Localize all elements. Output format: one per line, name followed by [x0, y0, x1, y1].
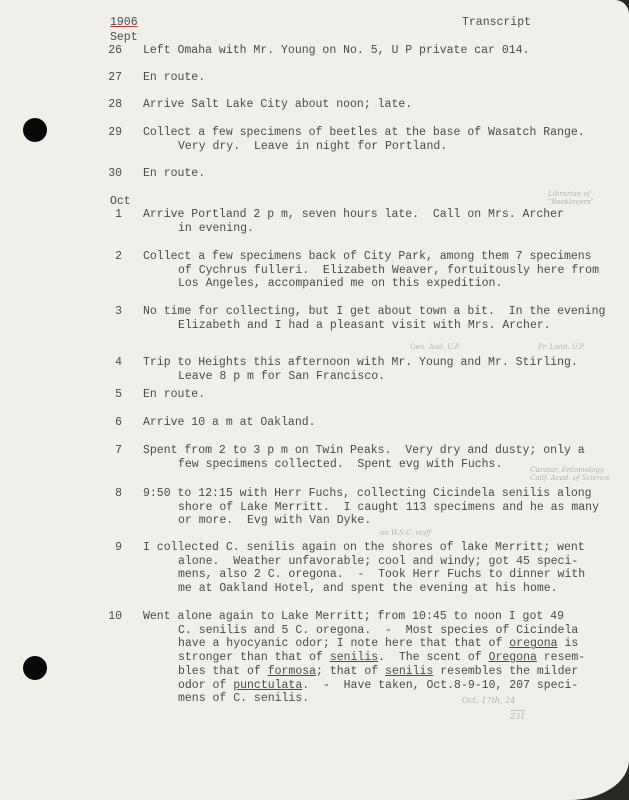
entry-day: 6 [115, 416, 122, 429]
entry-line: of Cychrus fulleri. Elizabeth Weaver, fortuitously here from [178, 263, 599, 277]
document-title: Transcript [462, 16, 532, 29]
pencil-note-staff: on W.S.C. staff [380, 529, 432, 537]
entry-line [178, 679, 578, 693]
month-label-oct: Oct [110, 195, 131, 208]
entry-line: Spent from 2 to 3 p m on Twin Peaks. Very dry and dusty; only a [143, 444, 585, 457]
entry-line: or more. Evg with Van Dyke. [178, 514, 372, 528]
entry-line: Leave 8 p m for San Francisco. [178, 369, 386, 383]
underlined-term: punctulata [233, 678, 303, 692]
entry-line: shore of Lake Merritt. I caught 113 specimens and he as many [178, 500, 599, 514]
entry-day: 3 [115, 305, 122, 318]
pencil-note-date: Oct. 17th, 24 [462, 696, 516, 705]
text-segment: odor of [178, 678, 234, 692]
entry-line: me at Oakland Hotel, and spent the evening at his home. [178, 582, 558, 596]
entry-line: 9:50 to 12:15 with Herr Fuchs, collecting Cicindela senilis along [143, 487, 592, 500]
entry-day: 8 [115, 487, 122, 500]
entry-line: Arrive Portland 2 p m, seven hours late. Call on Mrs. Archer [143, 208, 564, 221]
text-segment: resembles the milder [433, 664, 579, 678]
entry-line [143, 610, 564, 624]
text-segment: is [557, 637, 579, 651]
text-segment: . - Have taken, Oct.8-9-10, 207 speci- [302, 678, 579, 692]
entry-day: 4 [115, 356, 122, 369]
entry-day: 2 [115, 250, 122, 263]
underlined-term: senilis [329, 651, 379, 665]
pencil-note-total: 231 [510, 712, 526, 721]
entry-line: I collected C. senilis again on the shores of lake Merritt; went [143, 541, 585, 554]
entry-line: Trip to Heights this afternoon with Mr. Young and Mr. Stirling. [143, 356, 578, 369]
entry-day: 26 [108, 44, 122, 57]
text-segment: bles that of [178, 664, 268, 678]
entry-line [178, 651, 585, 665]
entry-line: Arrive Salt Lake City about noon; late. [143, 98, 413, 111]
entry-line: Collect a few specimens of beetles at the base of Wasatch Range. [143, 126, 585, 139]
text-segment: mens of C. senilis. [178, 692, 310, 706]
year-heading: 1906 [110, 16, 138, 29]
entry-day: 28 [108, 98, 122, 111]
punch-hole [23, 656, 47, 680]
text-segment: resem- [536, 651, 586, 665]
pencil-note-librarian: Librarian of "Booklovers" [548, 190, 594, 206]
pencil-note-curator: Curator, Entomology Calif. Acad. of Science [530, 466, 610, 482]
entry-day: 9 [115, 541, 122, 554]
entry-line [178, 692, 309, 706]
entry-line: Los Angeles, accompanied me on this expedition. [178, 277, 503, 291]
entry-day: 10 [108, 610, 122, 623]
entry-day: 1 [115, 208, 122, 221]
entry-day: 5 [115, 388, 122, 401]
underlined-term: formosa [267, 664, 317, 678]
underlined-term: oregona [509, 637, 558, 651]
underlined-term: Oregona [488, 651, 537, 665]
entry-line [178, 665, 578, 679]
entry-line: Collect a few specimens back of City Park, among them 7 specimens [143, 250, 592, 263]
pencil-note-gen-aud: Gen. Aud. U.P. [410, 343, 461, 351]
entry-line [178, 624, 578, 638]
pencil-note-pr-land: Pr. Land. U.P. [538, 343, 585, 351]
entry-line: in evening. [178, 221, 254, 235]
underlined-term: senilis [385, 664, 434, 678]
entry-day: 27 [108, 71, 122, 84]
entry-day: 29 [108, 126, 122, 139]
entry-line: En route. [143, 388, 206, 401]
entry-line: mens, also 2 C. oregona. - Took Herr Fuchs to dinner with [178, 568, 586, 582]
text-segment: have a hyocyanic odor; I note here that that of [178, 637, 510, 651]
entry-day: 7 [115, 444, 122, 457]
entry-line: Left Omaha with Mr. Young on No. 5, U P private car 014. [143, 44, 530, 57]
entry-line: few specimens collected. Spent evg with Fuchs. [178, 457, 503, 471]
month-label-sept: Sept [110, 31, 138, 44]
text-segment: . The scent of [378, 651, 489, 665]
entry-line: Very dry. Leave in night for Portland. [178, 139, 448, 153]
entry-line: Elizabeth and I had a pleasant visit with Mrs. Archer. [178, 318, 551, 332]
text-segment: C. senilis and 5 C. oregona. - Most species of Cicindela [178, 623, 579, 637]
entry-line: Arrive 10 a m at Oakland. [143, 416, 316, 429]
text-segment: ; that of [316, 664, 386, 678]
text-segment: stronger than that of [178, 651, 330, 665]
entry-line [178, 637, 578, 651]
entry-line: alone. Weather unfavorable; cool and windy; got 45 speci- [178, 554, 579, 568]
punch-hole [23, 118, 47, 142]
entry-line: En route. [143, 71, 206, 84]
entry-line: En route. [143, 167, 206, 180]
text-segment: Went alone again to Lake Merritt; from 10:45 to noon I got 49 [143, 610, 564, 623]
entry-day: 30 [108, 167, 122, 180]
entry-line: No time for collecting, but I get about town a bit. In the evening [143, 305, 606, 318]
